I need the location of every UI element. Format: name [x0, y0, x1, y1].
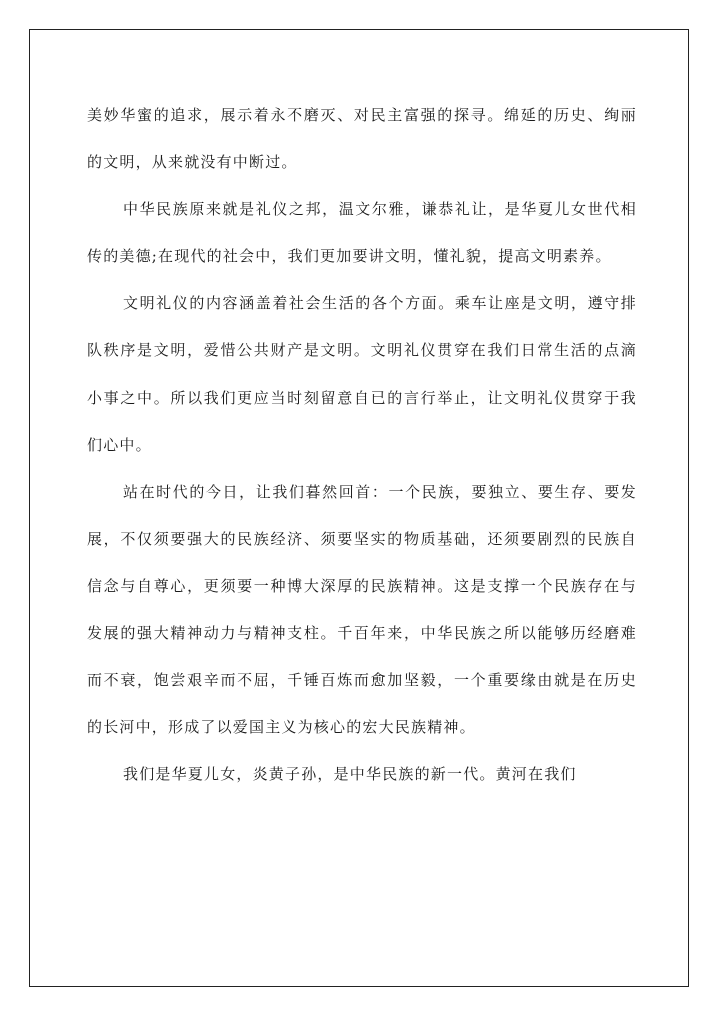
paragraph-2: 中华民族原来就是礼仪之邦，温文尔雅，谦恭礼让，是华夏儿女世代相传的美德;在现代的社会中，我们更加要讲文明，懂礼貌，提高文明素养。: [87, 200, 637, 266]
document-body: [87, 92, 637, 798]
paragraph-3: 文明礼仪的内容涵盖着社会生活的各个方面。乘车让座是文明，遵守排队秩序是文明，爱惜公共财产是文明。文明礼仪贯穿在我们日常生活的点滴小事之中。所以我们更应当时刻留意自已的言行举止，让文明礼仪贯穿于我们心中。: [87, 294, 637, 454]
paragraph-4: 站在时代的今日，让我们暮然回首：一个民族，要独立、要生存、要发展，不仅须要强大的民族经济、须要坚实的物质基础，还须要剧烈的民族自信念与自尊心，更须要一种博大深厚的民族精神。这是支撑一个民族存在与发展的强大精神动力与精神支柱。千百年来，中华民族之所以能够历经磨难而不衰，饱尝艰辛而不屈，千锤百炼而愈加坚毅，一个重要缘由就是在历史的长河中，形成了以爱国主义为核心的宏大民族精神。: [87, 482, 637, 737]
paragraph-5: 我们是华夏儿女，炎黄子孙，是中华民族的新一代。黄河在我们: [123, 765, 577, 784]
paragraph-1: 美妙华蜜的追求，展示着永不磨灭、对民主富强的探寻。绵延的历史、绚丽的文明，从来就没有中断过。: [87, 106, 637, 172]
